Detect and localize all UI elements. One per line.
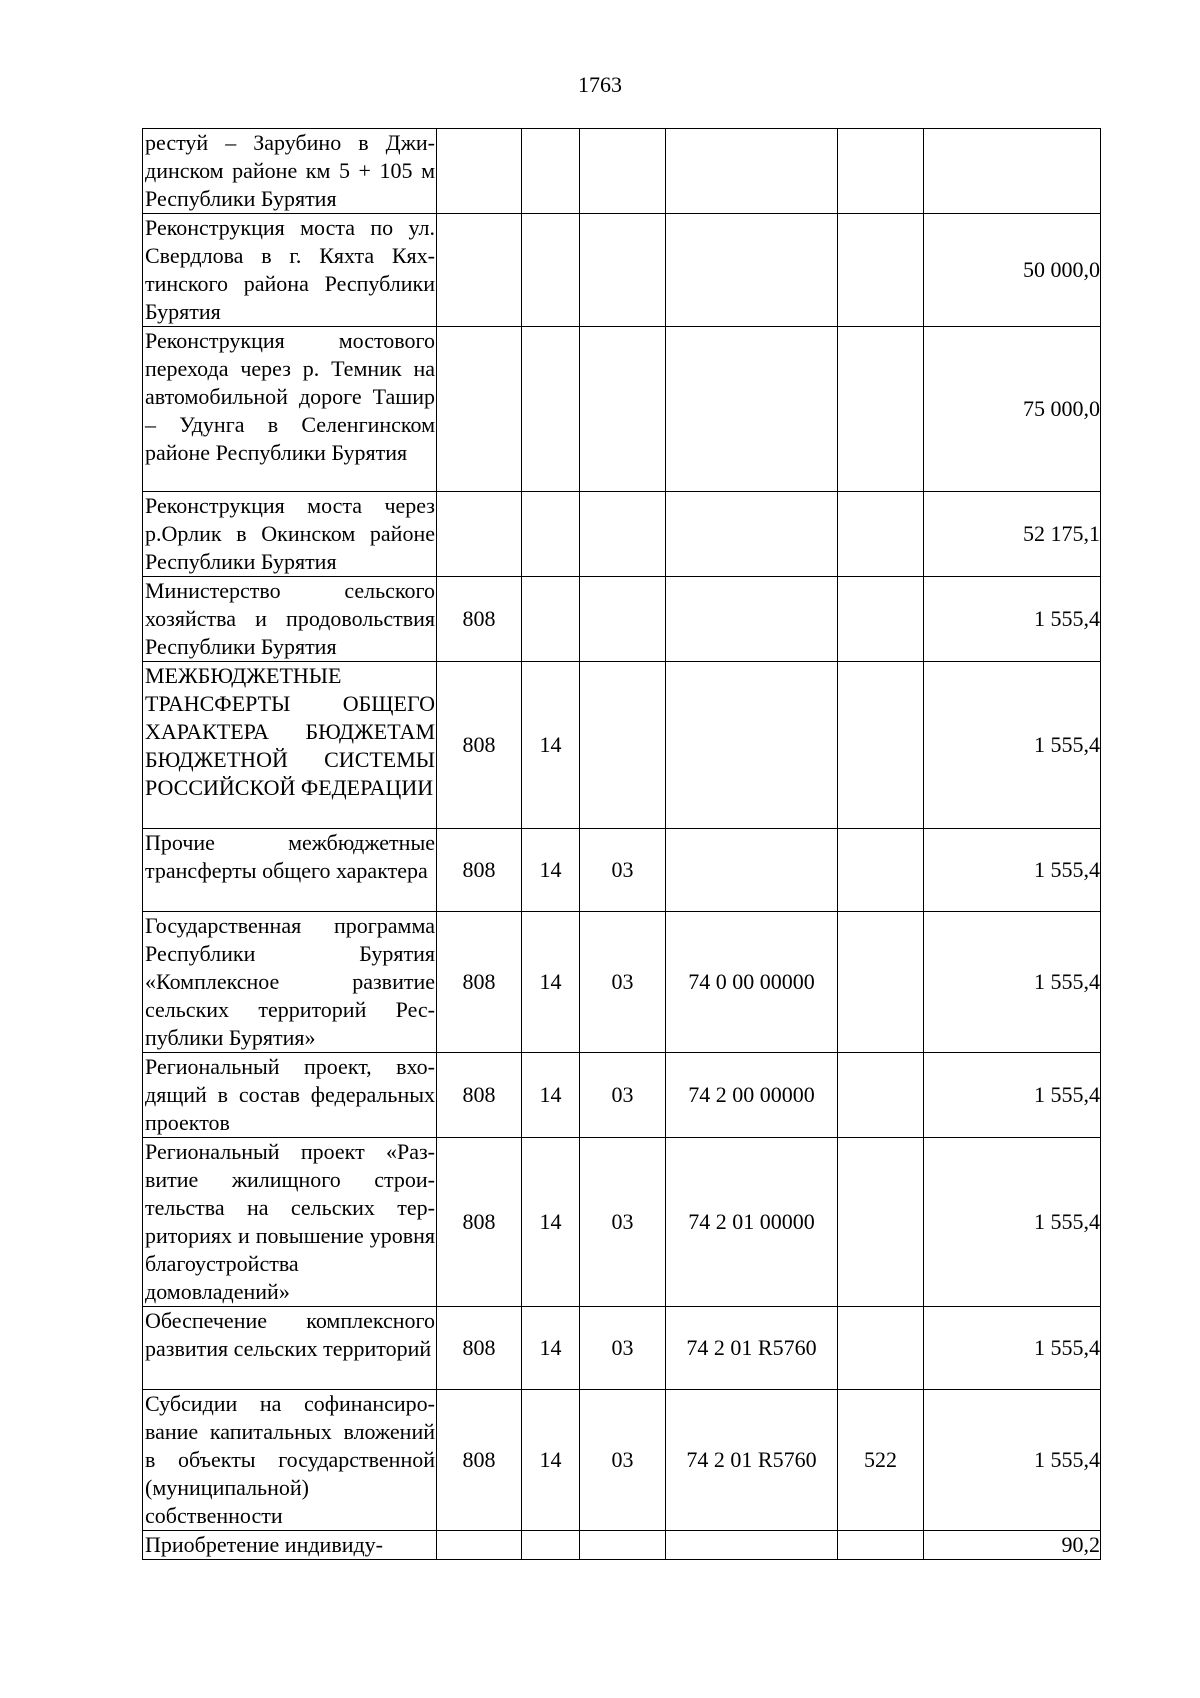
- csr-cell: [666, 577, 838, 662]
- vr-cell: [838, 327, 924, 492]
- vr-cell: [838, 1307, 924, 1390]
- amount-cell: 50 000,0: [924, 214, 1101, 327]
- amount-cell: 90,2: [924, 1531, 1101, 1560]
- rz-cell: 14: [522, 829, 580, 912]
- table-row: [143, 1138, 1101, 1307]
- pr-cell: 03: [580, 829, 666, 912]
- amount-cell: 75 000,0: [924, 327, 1101, 492]
- amount-cell: 1 555,4: [924, 1390, 1101, 1531]
- csr-cell: 74 2 01 00000: [666, 1138, 838, 1307]
- gr-cell: 808: [437, 662, 522, 829]
- vr-cell: [838, 214, 924, 327]
- table-row: [143, 829, 1101, 912]
- csr-cell: [666, 214, 838, 327]
- amount-cell: [924, 129, 1101, 214]
- pr-cell: 03: [580, 912, 666, 1053]
- csr-cell: 74 0 00 00000: [666, 912, 838, 1053]
- gr-cell: [437, 492, 522, 577]
- row-name-cell: Реконструкция моста через р.Орлик в Окинском районе Республики Бурятия: [143, 492, 437, 577]
- vr-cell: [838, 129, 924, 214]
- rz-cell: [522, 1531, 580, 1560]
- vr-cell: [838, 912, 924, 1053]
- rz-cell: [522, 214, 580, 327]
- csr-cell: [666, 829, 838, 912]
- pr-cell: [580, 492, 666, 577]
- amount-cell: 1 555,4: [924, 1138, 1101, 1307]
- vr-cell: [838, 577, 924, 662]
- row-name-cell: Государственная программа Республики Бурятия «Комплексное развитие сельских территорий Республики Бурятия»: [143, 912, 437, 1053]
- gr-cell: 808: [437, 1053, 522, 1138]
- amount-cell: 1 555,4: [924, 912, 1101, 1053]
- csr-cell: [666, 662, 838, 829]
- rz-cell: [522, 577, 580, 662]
- amount-cell: 52 175,1: [924, 492, 1101, 577]
- row-name-cell: Прочие межбюджетные трансферты общего характера: [143, 829, 437, 912]
- table-row: [143, 1531, 1101, 1560]
- rz-cell: 14: [522, 912, 580, 1053]
- row-name-cell: Реконструкция мостового перехода через р. Темник на автомобильной дороге Ташир – Удунга в Селенгинском районе Республики Бурятия: [143, 327, 437, 492]
- csr-cell: [666, 492, 838, 577]
- rz-cell: 14: [522, 1307, 580, 1390]
- row-name-cell: Реконструкция моста по ул. Свердлова в г. Кяхта Кяхтинского района Республики Бурятия: [143, 214, 437, 327]
- pr-cell: [580, 214, 666, 327]
- gr-cell: 808: [437, 829, 522, 912]
- pr-cell: 03: [580, 1390, 666, 1531]
- rz-cell: 14: [522, 662, 580, 829]
- gr-cell: [437, 1531, 522, 1560]
- gr-cell: 808: [437, 1138, 522, 1307]
- table-row: [143, 327, 1101, 492]
- amount-cell: 1 555,4: [924, 662, 1101, 829]
- table-row: [143, 492, 1101, 577]
- csr-cell: [666, 327, 838, 492]
- rz-cell: [522, 327, 580, 492]
- pr-cell: 03: [580, 1138, 666, 1307]
- row-name-cell: Обеспечение комплексного развития сельских территорий: [143, 1307, 437, 1390]
- vr-cell: [838, 829, 924, 912]
- pr-cell: [580, 1531, 666, 1560]
- csr-cell: 74 2 00 00000: [666, 1053, 838, 1138]
- row-name-cell: Министерство сельского хозяйства и продовольствия Республики Бурятия: [143, 577, 437, 662]
- rz-cell: 14: [522, 1138, 580, 1307]
- pr-cell: [580, 327, 666, 492]
- vr-cell: [838, 662, 924, 829]
- pr-cell: [580, 662, 666, 829]
- vr-cell: [838, 492, 924, 577]
- rz-cell: [522, 129, 580, 214]
- table-row: [143, 1307, 1101, 1390]
- row-name-cell: рестуй – Зарубино в Джидинском районе км 5 + 105 м Республики Бурятия: [143, 129, 437, 214]
- row-name-cell: МЕЖБЮДЖЕТНЫЕ ТРАНСФЕРТЫ ОБЩЕГО ХАРАКТЕРА БЮДЖЕТАМ БЮДЖЕТНОЙ СИСТЕМЫ РОССИЙСКОЙ ФЕДЕРАЦИИ: [143, 662, 437, 829]
- csr-cell: [666, 1531, 838, 1560]
- rz-cell: 14: [522, 1053, 580, 1138]
- gr-cell: 808: [437, 1390, 522, 1531]
- table-row: [143, 662, 1101, 829]
- amount-cell: 1 555,4: [924, 1307, 1101, 1390]
- amount-cell: 1 555,4: [924, 1053, 1101, 1138]
- pr-cell: [580, 129, 666, 214]
- pr-cell: 03: [580, 1307, 666, 1390]
- budget-table: [142, 128, 1101, 1560]
- table-row: [143, 577, 1101, 662]
- row-name-cell: Региональный проект «Развитие жилищного строительства на сельских территориях и повышение уровня благоустройства домовладений»: [143, 1138, 437, 1307]
- rz-cell: 14: [522, 1390, 580, 1531]
- vr-cell: [838, 1531, 924, 1560]
- pr-cell: 03: [580, 1053, 666, 1138]
- row-name-cell: Субсидии на софинансирование капитальных вложений в объекты государственной (муниципальной) собственности: [143, 1390, 437, 1531]
- vr-cell: [838, 1138, 924, 1307]
- table-row: [143, 214, 1101, 327]
- table-row: [143, 1053, 1101, 1138]
- table-row: [143, 1390, 1101, 1531]
- csr-cell: 74 2 01 R5760: [666, 1307, 838, 1390]
- row-name-cell: Региональный проект, входящий в состав федеральных проектов: [143, 1053, 437, 1138]
- page-number: 1763: [578, 72, 622, 97]
- table-row: [143, 129, 1101, 214]
- row-name-cell: Приобретение индивиду-: [143, 1531, 437, 1560]
- gr-cell: 808: [437, 577, 522, 662]
- csr-cell: [666, 129, 838, 214]
- rz-cell: [522, 492, 580, 577]
- gr-cell: [437, 327, 522, 492]
- csr-cell: 74 2 01 R5760: [666, 1390, 838, 1531]
- gr-cell: [437, 214, 522, 327]
- vr-cell: [838, 1053, 924, 1138]
- table-row: [143, 912, 1101, 1053]
- gr-cell: 808: [437, 1307, 522, 1390]
- vr-cell: 522: [838, 1390, 924, 1531]
- amount-cell: 1 555,4: [924, 577, 1101, 662]
- gr-cell: 808: [437, 912, 522, 1053]
- amount-cell: 1 555,4: [924, 829, 1101, 912]
- pr-cell: [580, 577, 666, 662]
- gr-cell: [437, 129, 522, 214]
